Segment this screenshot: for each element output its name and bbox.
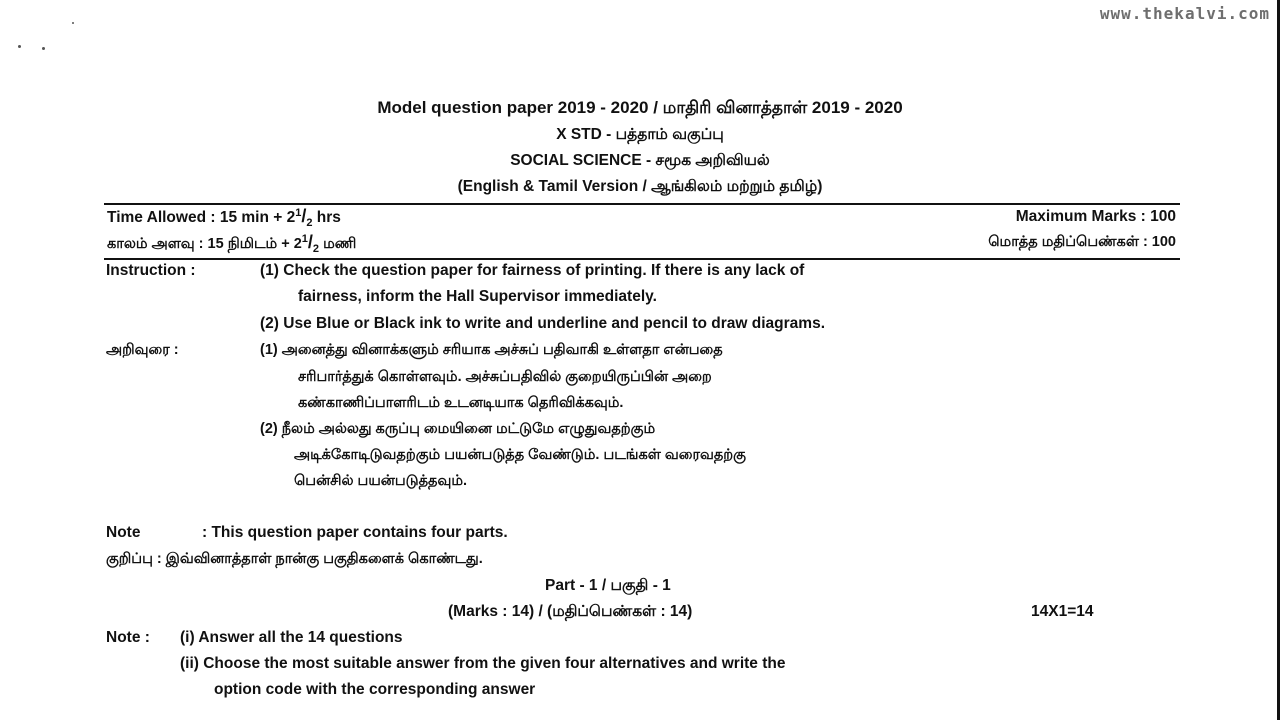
note-ta: குறிப்பு : இவ்வினாத்தாள் நான்கு பகுதிகளைக் கொண்டது. bbox=[106, 551, 483, 567]
part-1-note-1: (i) Answer all the 14 questions bbox=[180, 629, 403, 646]
time-allowed-en: Time Allowed : 15 $\min + 2^1/_2$ hrs bbox=[107, 206, 341, 230]
maximum-marks-en: Maximum Marks : 100 bbox=[1015, 208, 1176, 225]
standard-line: X STD - பத்தாம் வகுப்பு bbox=[556, 126, 724, 143]
watermark-url: www.thekalvi.com bbox=[1099, 4, 1270, 23]
instruction-ta-2-cont: அடிக்கோடிடுவதற்கும் பயன்படுத்த வேண்டும். படங்கள் வரைவதற்கு bbox=[294, 447, 746, 463]
scan-speck bbox=[18, 45, 21, 48]
instruction-ta-1-cont: சரிபார்த்துக் கொள்ளவும். அச்சுப்பதிவில் குறையிருப்பின் அறை bbox=[298, 369, 712, 385]
part-1-formula: 14X1=14 bbox=[1031, 603, 1094, 620]
subject-line: SOCIAL SCIENCE - சமூக அறிவியல் bbox=[510, 152, 770, 169]
maximum-marks-ta: மொத்த மதிப்பெண்கள் : 100 bbox=[988, 234, 1176, 250]
note-label-en: Note bbox=[106, 524, 141, 541]
part-1-note-2-cont: option code with the corresponding answer bbox=[214, 681, 536, 698]
instruction-ta-1: (1) அனைத்து வினாக்களும் சரியாக அச்சுப் பதிவாகி உள்ளதா என்பதை bbox=[260, 342, 723, 358]
note-text-en: : This question paper contains four parts. bbox=[202, 524, 508, 541]
instruction-ta-1-cont2: கண்காணிப்பாளரிடம் உடனடியாக தெரிவிக்கவும். bbox=[298, 395, 624, 411]
time-allowed-ta: காலம் அளவு : 15 நிமிடம் + $2^1/_2$ மணி bbox=[107, 232, 357, 255]
header-divider bbox=[104, 203, 1180, 205]
instruction-ta-2: (2) நீலம் அல்லது கருப்பு மையினை மட்டுமே எழுதுவதற்கும் bbox=[260, 421, 656, 437]
paper-title: Model question paper 2019 - 2020 / மாதிரி வினாத்தாள் 2019 - 2020 bbox=[377, 98, 903, 117]
part-1-marks: (Marks : 14) / (மதிப்பெண்கள் : 14) bbox=[448, 603, 693, 620]
instruction-label-ta: அறிவுரை : bbox=[106, 342, 179, 358]
instruction-en-2: (2) Use Blue or Black ink to write and underline and pencil to draw diagrams. bbox=[260, 315, 826, 332]
scan-speck bbox=[72, 22, 74, 24]
instruction-label-en: Instruction : bbox=[106, 262, 196, 279]
part-1-note-label: Note : bbox=[106, 629, 150, 646]
scan-speck bbox=[42, 47, 45, 50]
meta-divider bbox=[104, 258, 1180, 260]
part-1-title: Part - 1 / பகுதி - 1 bbox=[545, 577, 671, 594]
instruction-en-1-cont: fairness, inform the Hall Supervisor immediately. bbox=[298, 288, 657, 305]
part-1-note-2: (ii) Choose the most suitable answer from the given four alternatives and write the bbox=[180, 655, 786, 672]
instruction-ta-2-cont2: பென்சில் பயன்படுத்தவும். bbox=[294, 473, 468, 489]
instruction-en-1: (1) Check the question paper for fairness of printing. If there is any lack of bbox=[260, 262, 805, 279]
version-line: (English & Tamil Version / ஆங்கிலம் மற்றும் தமிழ்) bbox=[457, 178, 823, 195]
